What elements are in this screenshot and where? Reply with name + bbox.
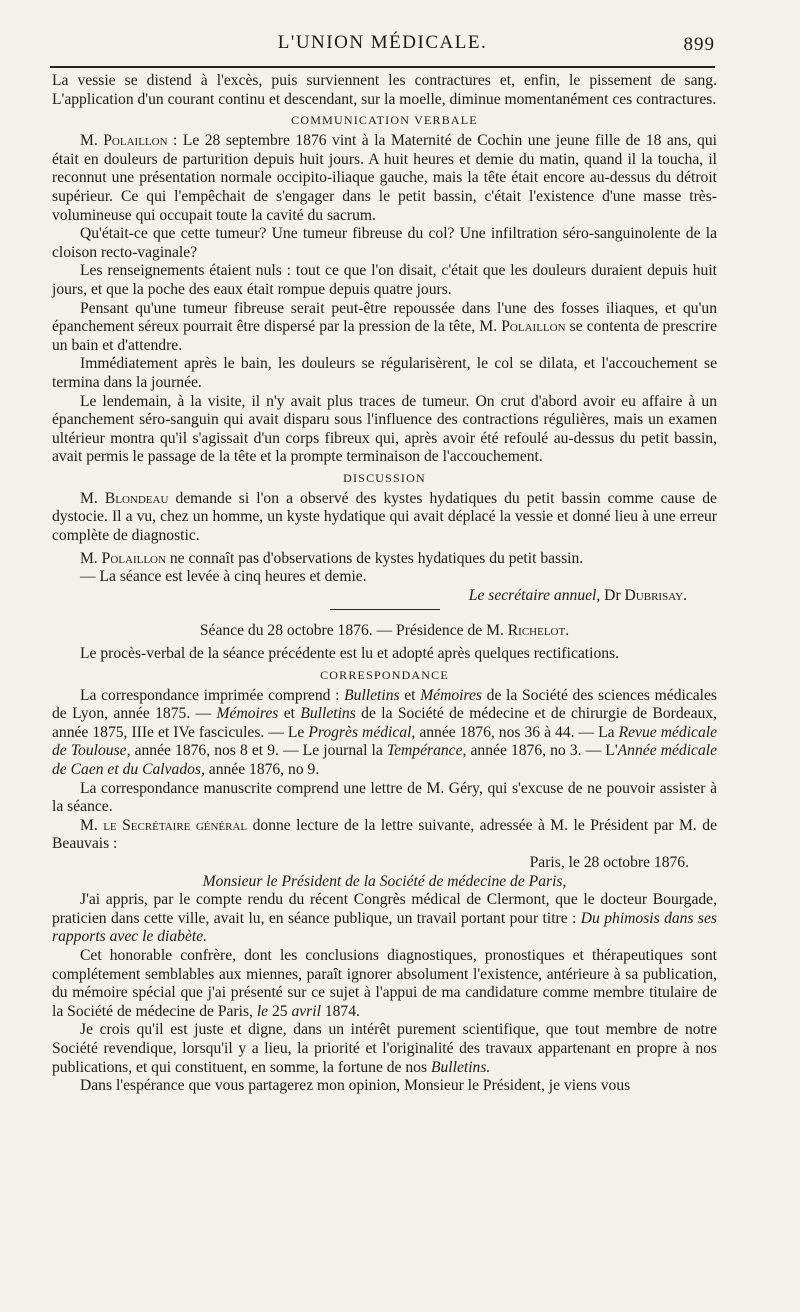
paragraph: Qu'était-ce que cette tumeur? Une tumeur fibreuse du col? Une infiltration séro-sanguinolente de la cloison recto-vaginale?: [52, 225, 717, 261]
paragraph-text: Pensant qu'une tumeur fibreuse serait peut-être repoussée dans l'une des fosses iliaques, et qu'un épanchement séreux pourrait être dispersé par la pression de la tête,: [52, 299, 717, 336]
section-heading-correspondance: CORRESPONDANCE: [320, 667, 449, 682]
speaker-name: M. Polaillon: [80, 132, 168, 150]
journal-title: L'UNION MÉDICALE.: [277, 32, 488, 53]
section-heading-communication: COMMUNICATION VERBALE: [291, 113, 478, 128]
page-number: 899: [683, 34, 715, 55]
letter-salutation: Monsieur le Président de la Société de médecine de Paris,: [202, 872, 567, 890]
paragraph: [52, 550, 717, 569]
paragraph: [52, 300, 717, 356]
paragraph-text: ne connaît pas d'observations de kystes hydatiques du petit bassin.: [165, 549, 584, 567]
paragraph: Je crois qu'il est juste et digne, dans un intérêt purement scientifique, que tout membre de notre Société revendique, lorsqu'il y a lieu, la priorité et l'originalité des travaux appartenant en propre à nos publications, et qui constituent, en somme, la fortune de nos Bulletins.: [52, 1021, 717, 1076]
signature-role: Le secrétaire annuel,: [468, 586, 601, 604]
section-heading-discussion: DISCUSSION: [343, 470, 426, 485]
speaker-name: M. Blondeau: [80, 489, 169, 507]
paragraph: Dans l'espérance que vous partagerez mon opinion, Monsieur le Président, je viens vous: [80, 1077, 631, 1095]
separator-rule: [330, 609, 440, 610]
article-body: [52, 72, 717, 1096]
header-rule: [50, 66, 715, 68]
paragraph: Immédiatement après le bain, les douleurs se régularisèrent, le col se dilata, et l'accouchement se termina dans la journée.: [52, 355, 717, 391]
paragraph-text: demande si l'on a observé des kystes hydatiques du petit bassin comme cause de dystocie. Il a vu, chez un homme, un kyste hydatique qui avait déplacé la vessie et donné lieu à une erreur complète de diagnostic.: [52, 489, 717, 545]
signature: Le secrétaire annuel, Dr Dubrisay.: [468, 586, 687, 604]
paragraph: La vessie se distend à l'excès, puis surviennent les contractures et, enfin, le pissement de sang. L'application d'un courant continu et descendant, sur la moelle, diminue momentanément ces contractures.: [52, 72, 717, 108]
paragraph-text: : Le 28 septembre 1876 vint à la Maternité de Cochin une jeune fille de 18 ans, qui était en douleurs de parturition depuis huit jours. A huit heures et demie du matin, quand il la toucha, il reconnut une présentation normale occipito-iliaque gauche, mais la tête était encore au-dessus du détroit supérieur. Ce qui l'empêchait de s'engager dans le petit bassin, c'était l'existence d'une masse très-volumineuse qui occupait toute la cavité du sacrum.: [52, 132, 717, 224]
paragraph: [52, 132, 717, 225]
seance-title: Séance du 28 octobre 1876. — Présidence de M. Richelot.: [199, 622, 570, 640]
paragraph: Les renseignements étaient nuls : tout ce que l'on disait, c'était que les douleurs duraient depuis huit jours, et que la poche des eaux était rompue depuis quatre jours.: [52, 262, 717, 298]
paragraph: Le procès-verbal de la séance précédente est lu et adopté après quelques rectifications.: [80, 645, 620, 663]
paragraph: [52, 490, 717, 546]
paragraph: La correspondance manuscrite comprend une lettre de M. Géry, qui s'excuse de ne pouvoir assister à la séance.: [52, 779, 717, 816]
paragraph: La correspondance imprimée comprend : Bulletins et Mémoires de la Société des sciences médicales de Lyon, année 1875. — Mémoires et Bulletins de la Société de médecine et de chirurgie de Bordeaux, année 1875, IIIe et IVe fascicules. — Le Progrès médical, année 1876, nos 36 à 44. — La Revue médicale de Toulouse, année 1876, nos 8 et 9. — Le journal la Tempérance, année 1876, no 3. — L'Année médicale de Caen et du Calvados, année 1876, no 9.: [52, 686, 717, 778]
speaker-name: M. le Secrétaire général: [80, 816, 248, 834]
paragraph: J'ai appris, par le compte rendu du récent Congrès médical de Clermont, que le docteur Bourgade, praticien dans cette ville, avait lu, en séance publique, un travail portant pour titre : Du phimosis dans ses rapports avec le diabète.: [52, 891, 717, 946]
paragraph: Le lendemain, à la visite, il n'y avait plus traces de tumeur. On crut d'abord avoir eu affaire à un épanchement séro-sanguin qui avait disparu sous l'influence des contractions régulières, mais un examen ultérieur montra qu'il s'agissait d'un corps fibreux qui, après avoir été refoulé au-dessus du petit bassin, avait permis le passage de la tête et la prompte terminaison de l'accouchement.: [52, 392, 717, 466]
signature-name: Dubrisay: [624, 586, 684, 604]
paragraph: [52, 817, 717, 854]
paragraph-text: donne lecture de la lettre suivante, adressée à M. le Président par M. de Beauvais :: [52, 816, 717, 853]
running-header: [50, 30, 715, 66]
letter-date: Paris, le 28 octobre 1876.: [529, 853, 689, 871]
president-name: Richelot: [507, 622, 566, 640]
speaker-name: M. Polaillon: [479, 318, 566, 336]
paragraph: Cet honorable confrère, dont les conclusions diagnostiques, pronostiques et thérapeutiques sont complétement semblables aux miennes, paraît ignorer absolument l'existence, antérieure à sa publication, du mémoire spécial que j'ai présenté sur ce sujet à l'appui de ma candidature comme membre titulaire de la Société de médecine de Paris, le 25 avril 1874.: [52, 946, 717, 1020]
speaker-name: M. Polaillon: [80, 549, 166, 567]
paragraph-text: se contenta de prescrire un bain et d'attendre.: [52, 318, 717, 354]
paragraph: — La séance est levée à cinq heures et demie.: [80, 568, 367, 586]
